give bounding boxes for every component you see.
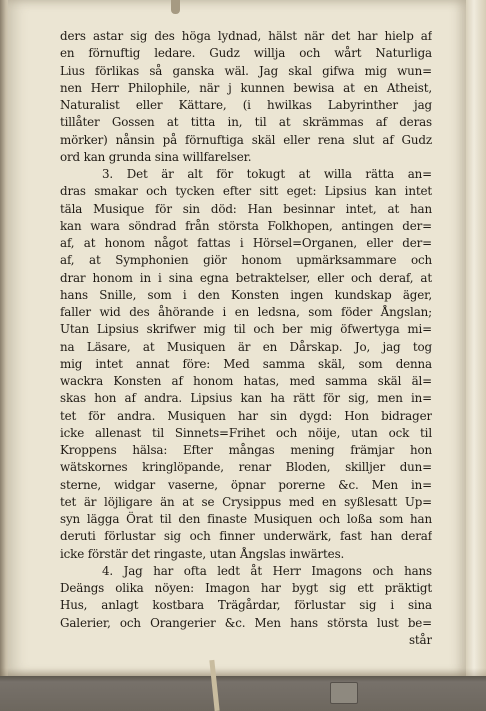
text-line: deruti förlustar sig och finner underwärk, fast han deraf	[60, 529, 432, 544]
text-line: mörker) nånsin på förnuftiga skäl eller rena slut af Gudz	[60, 132, 432, 147]
text-line: tet för andra. Musiquen har sin dygd: Hon bidrager	[60, 408, 432, 423]
text-line: wätskornes kringlöpande, renar Bloden, skilljer dun=	[60, 460, 432, 475]
text-line: tet är löjligare än at se Crysippus med en syßlesatt Up=	[60, 494, 432, 509]
text-line: faller wid des åhörande i en ledsna, som föder Ångslan;	[60, 305, 432, 319]
text-line: ders astar sig des höga lydnad, hälst när det har hielp af	[60, 29, 432, 43]
text-line: Lius förlikas så ganska wäl. Jag skal gifwa mig wun=	[60, 63, 432, 78]
text-line: Naturalist eller Kättare, (i hwilkas Labyrinther jag	[60, 98, 432, 112]
paragraph-start-line: 3. Det är alt för tokugt at willa rätta an=	[102, 167, 432, 181]
text-line: sterne, widgar vaserne, öpnar porerne &c. Men in=	[60, 477, 432, 492]
text-line: mig intet annat före: Med samma skäl, som denna	[60, 356, 432, 371]
text-line: nen Herr Philophile, när j kunnen bewisa at en Atheist,	[60, 80, 432, 95]
text-line: en förnuftig ledare. Gudz willja och wårt Naturliga	[60, 46, 432, 61]
catchword: står	[408, 632, 432, 647]
text-line: Galerier, och Orangerier &c. Men hans största lust be=	[60, 615, 432, 630]
text-line: Utan Lipsius skrifwer mig til och ber mig öfwertyga mi=	[60, 322, 432, 337]
paragraph-start-line: 4. Jag har ofta ledt åt Herr Imagons och hans	[102, 563, 432, 578]
text-line: Kroppens hälsa: Efter mångas mening främjar hon	[60, 443, 432, 457]
scanner-bed	[0, 676, 486, 711]
text-line: tillåter Gossen at titta in, til at skrämmas af deras	[60, 115, 432, 130]
text-line: na Läsare, at Musiquen är en Dårskap. Jo, jag tog	[60, 339, 432, 354]
page-clip	[330, 682, 358, 704]
text-line: Deängs olika nöyen: Imagon har bygt sig ett präktigt	[60, 581, 432, 595]
text-line: ord kan grunda sina willfarelser.	[60, 149, 252, 164]
text-line: hans Snille, som i den Konsten ingen kundskap äger,	[60, 287, 432, 302]
text-line: syn lägga Örat til den finaste Musiquen och loßa som han	[60, 512, 432, 526]
text-line: wackra Konsten af honom hatas, med samma skäl äl=	[60, 374, 432, 388]
page-text	[60, 28, 432, 649]
text-line: skas hon af andra. Lipsius kan ha rätt för sig, men in=	[60, 391, 432, 406]
bookmark-ribbon-top	[171, 0, 180, 14]
text-line: dras smakar och tycken efter sitt eget: Lipsius kan intet	[60, 184, 432, 199]
text-line: icke förstär det ringaste, utan Ångslas inwärtes.	[60, 546, 345, 561]
page-edge	[466, 0, 486, 676]
text-line: af, at Symphonien giör honom upmärksammare och	[60, 253, 432, 268]
text-line: kan wara söndrad från största Folkhopen, antingen der=	[60, 218, 432, 233]
text-line: icke allenast til Sinnets=Frihet och nöije, utan ock til	[60, 425, 432, 440]
text-line: Hus, anlagt kostbara Trägårdar, förlustar sig i sina	[60, 598, 432, 613]
text-line: täla Musique för sin död: Han besinnar intet, at han	[60, 201, 432, 216]
text-line: af, at honom något fattas i Hörsel=Organen, eller der=	[60, 236, 432, 250]
text-line: drar honom in i sina egna betraktelser, eller och deraf, at	[60, 270, 432, 285]
